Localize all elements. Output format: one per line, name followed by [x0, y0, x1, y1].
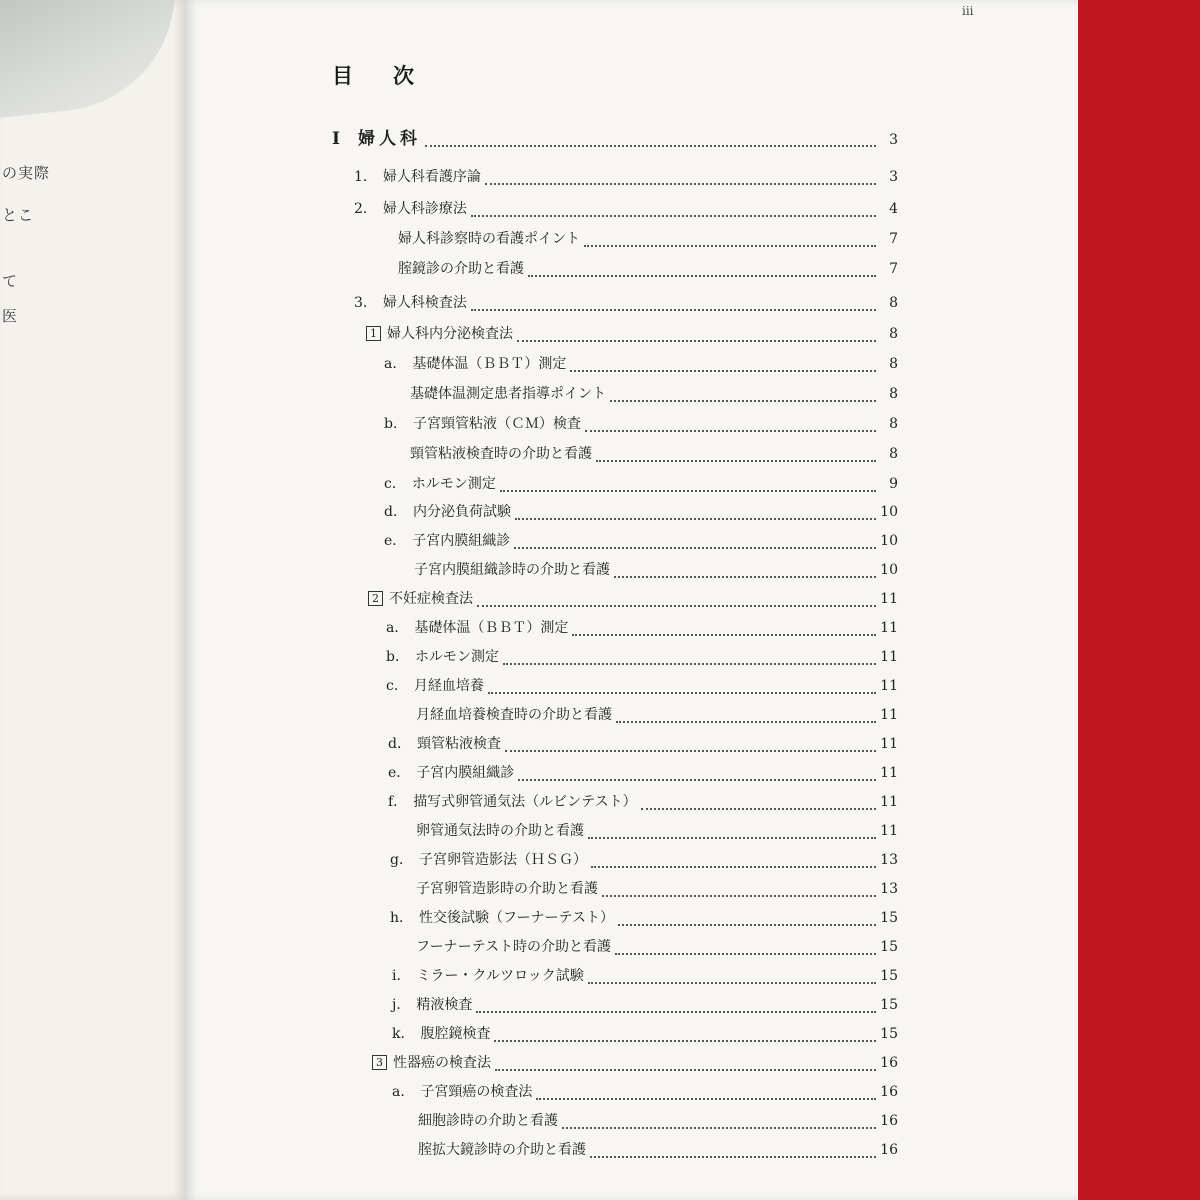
dot-leader — [588, 972, 876, 984]
toc-row — [368, 590, 898, 608]
toc-row — [410, 445, 898, 463]
dot-leader — [471, 299, 876, 311]
toc-label: 子宮内膜組織診時の介助と看護 — [414, 562, 610, 578]
toc-number: d． — [384, 504, 407, 520]
toc-row — [418, 1112, 898, 1130]
right-page — [186, 0, 1078, 1200]
left-page-text: とこ — [2, 206, 35, 224]
toc-number: 3． — [354, 295, 377, 311]
toc-page-number: 16 — [880, 1142, 898, 1158]
toc-page-number: 16 — [880, 1113, 898, 1129]
toc-page-number: 15 — [880, 1026, 898, 1042]
dot-leader — [536, 1088, 876, 1100]
toc-number: a． — [386, 620, 409, 636]
dot-leader — [602, 885, 876, 897]
toc-label: 婦人科看護序論 — [382, 169, 481, 185]
toc-number: I — [332, 129, 344, 149]
toc-page-number: 15 — [880, 997, 898, 1013]
toc-label: 性器癌の検査法 — [393, 1055, 491, 1071]
dot-leader — [503, 653, 876, 665]
toc-row — [392, 1083, 898, 1101]
toc-row — [332, 130, 898, 148]
toc-number: i． — [392, 968, 411, 984]
toc-page-number: 3 — [889, 132, 898, 148]
toc-label: 婦人科検査法 — [382, 295, 467, 311]
dot-leader — [500, 480, 876, 492]
toc-page-number: 13 — [880, 852, 898, 868]
toc-row — [410, 385, 898, 403]
toc-page-number: 4 — [889, 201, 898, 217]
toc-page-number: 11 — [880, 794, 898, 810]
toc-label: 子宮卵管造影時の介助と看護 — [416, 881, 598, 897]
toc-page-number: 11 — [880, 736, 898, 752]
toc-row — [354, 200, 898, 218]
toc-row — [418, 1141, 898, 1159]
dot-leader — [476, 1001, 876, 1013]
toc-label: 腟鏡診の介助と看護 — [398, 261, 524, 277]
toc-row — [392, 967, 898, 985]
dot-leader — [618, 914, 876, 926]
dot-leader — [515, 508, 876, 520]
toc-label: 性交後試験（フーナーテスト） — [419, 910, 615, 926]
toc-label: 頸管粘液検査 — [416, 736, 501, 752]
toc-page-number: 10 — [880, 504, 898, 520]
toc-page-number: 11 — [880, 707, 898, 723]
toc-page-number: 11 — [880, 678, 898, 694]
toc-row — [388, 793, 898, 811]
toc-row — [390, 909, 898, 927]
dot-leader — [596, 450, 876, 462]
toc-page-number: 13 — [880, 881, 898, 897]
toc-number: k． — [392, 1026, 415, 1042]
dot-leader — [528, 265, 876, 277]
dot-leader — [514, 537, 876, 549]
toc-row — [354, 168, 898, 186]
dot-leader — [614, 566, 876, 578]
dot-leader — [494, 1030, 876, 1042]
toc-label: ホルモン測定 — [411, 476, 496, 492]
dot-leader — [584, 235, 876, 247]
toc-label: 子宮内膜組織診 — [412, 533, 511, 549]
dot-leader — [616, 711, 876, 723]
left-page-text: の実際 — [2, 164, 51, 182]
toc-number: 2． — [354, 201, 377, 217]
toc-row — [416, 938, 898, 956]
dot-leader — [615, 943, 876, 955]
toc-row — [398, 260, 898, 278]
toc-page-number: 7 — [889, 231, 898, 247]
toc-row — [386, 677, 898, 695]
toc-label: 基礎体温（ＢＢＴ）測定 — [414, 620, 569, 636]
toc-row — [384, 503, 898, 521]
toc-page-number: 11 — [880, 591, 898, 607]
section-box-number: 2 — [368, 591, 383, 606]
dot-leader — [488, 682, 876, 694]
toc-label: 頸管粘液検査時の介助と看護 — [410, 446, 592, 462]
dot-leader — [641, 798, 876, 810]
toc-row — [386, 648, 898, 666]
toc-row — [366, 325, 898, 343]
dot-leader — [517, 330, 876, 342]
toc-row — [392, 996, 898, 1014]
toc-page-number: 8 — [889, 386, 898, 402]
toc-row — [386, 619, 898, 637]
toc-label: フーナーテスト時の介助と看護 — [416, 939, 612, 955]
toc-number: e． — [388, 765, 411, 781]
dot-leader — [505, 740, 876, 752]
dot-leader — [485, 173, 876, 185]
toc-row — [392, 1025, 898, 1043]
toc-number: b． — [384, 416, 407, 432]
title-char: 次 — [393, 63, 414, 88]
toc-number: e． — [384, 533, 407, 549]
toc-number: g． — [390, 852, 413, 868]
dot-leader — [477, 595, 876, 607]
page-curl — [0, 0, 186, 121]
dot-leader — [572, 624, 876, 636]
toc-number: b． — [386, 649, 409, 665]
dot-leader — [588, 827, 876, 839]
left-page-text: て — [2, 272, 19, 290]
dot-leader — [590, 1146, 876, 1158]
toc-page-number: 8 — [889, 446, 898, 462]
toc-number: j． — [392, 997, 411, 1013]
toc-row — [384, 415, 898, 433]
dot-leader — [562, 1117, 876, 1129]
page-title — [332, 60, 414, 90]
toc-label: 月経血培養 — [413, 678, 484, 694]
toc-label: 子宮内膜組織診 — [416, 765, 515, 781]
toc-row — [388, 764, 898, 782]
toc-row — [384, 355, 898, 373]
section-box-number: 1 — [366, 326, 381, 341]
toc-page-number: 8 — [889, 326, 898, 342]
left-page — [0, 0, 186, 1200]
toc-page-number: 10 — [880, 562, 898, 578]
dot-leader — [495, 1059, 876, 1071]
toc-label: 婦人科内分泌検査法 — [387, 326, 513, 342]
toc-page-number: 9 — [889, 476, 898, 492]
left-page-text: 医 — [2, 307, 19, 325]
dot-leader — [585, 420, 876, 432]
toc-label: 子宮卵管造影法（ＨＳＧ） — [418, 852, 587, 868]
toc-label: 婦人科診察時の看護ポイント — [398, 231, 580, 247]
toc-row — [354, 294, 898, 312]
toc-row — [390, 851, 898, 869]
toc-number: d． — [388, 736, 411, 752]
toc-label: 内分泌負荷試験 — [412, 504, 511, 520]
dot-leader — [591, 856, 876, 868]
toc-label: 卵管通気法時の介助と看護 — [416, 823, 584, 839]
dot-leader — [518, 769, 876, 781]
toc-page-number: 10 — [880, 533, 898, 549]
toc-page-number: 7 — [889, 261, 898, 277]
dot-leader — [570, 360, 876, 372]
toc-number: a． — [384, 356, 407, 372]
toc-row — [416, 880, 898, 898]
toc-number: f． — [388, 794, 408, 810]
toc-label: 基礎体温測定患者指導ポイント — [410, 386, 606, 402]
toc-row — [416, 706, 898, 724]
toc-label: 細胞診時の介助と看護 — [418, 1113, 558, 1129]
toc-row — [388, 735, 898, 753]
toc-page-number: 11 — [880, 823, 898, 839]
toc-row — [398, 230, 898, 248]
toc-row — [384, 475, 898, 493]
toc-label: 腟拡大鏡診時の介助と看護 — [418, 1142, 586, 1158]
toc-label: ホルモン測定 — [414, 649, 499, 665]
toc-label: 腹腔鏡検査 — [420, 1026, 491, 1042]
toc-page-number: 11 — [880, 620, 898, 636]
toc-number: c． — [386, 678, 408, 694]
toc-number: 1． — [354, 169, 377, 185]
toc-number: c． — [384, 476, 406, 492]
toc-page-number: 15 — [880, 910, 898, 926]
toc-label: ミラー・クルツロック試験 — [416, 968, 584, 984]
toc-label: 月経血培養検査時の介助と看護 — [416, 707, 612, 723]
toc-page-number: 8 — [889, 356, 898, 372]
page-number: iii — [962, 4, 974, 18]
toc-page-number: 16 — [880, 1084, 898, 1100]
toc-page-number: 8 — [889, 416, 898, 432]
toc-label: 描写式卵管通気法（ルビンテスト） — [413, 794, 637, 810]
toc-page-number: 8 — [889, 295, 898, 311]
title-char: 目 — [332, 63, 353, 88]
toc-page-number: 11 — [880, 649, 898, 665]
toc-label: 精液検査 — [416, 997, 473, 1013]
toc-row — [416, 822, 898, 840]
toc-label: 不妊症検査法 — [389, 591, 473, 607]
toc-page-number: 16 — [880, 1055, 898, 1071]
dot-leader — [471, 205, 876, 217]
toc-row — [414, 561, 898, 579]
toc-number: a． — [392, 1084, 415, 1100]
toc-page-number: 11 — [880, 765, 898, 781]
toc-label: 婦人科 — [357, 129, 421, 149]
toc-page-number: 15 — [880, 939, 898, 955]
dot-leader — [610, 390, 876, 402]
toc-row — [372, 1054, 898, 1072]
section-box-number: 3 — [372, 1055, 387, 1070]
toc-number: h． — [390, 910, 414, 926]
toc-row — [384, 532, 898, 550]
dot-leader — [425, 135, 876, 147]
toc-label: 子宮頸癌の検査法 — [420, 1084, 533, 1100]
toc-label: 婦人科診療法 — [382, 201, 467, 217]
toc-label: 基礎体温（ＢＢＴ）測定 — [412, 356, 567, 372]
toc-label: 子宮頸管粘液（ＣＭ）検査 — [412, 416, 581, 432]
toc-page-number: 15 — [880, 968, 898, 984]
toc-page-number: 3 — [889, 169, 898, 185]
